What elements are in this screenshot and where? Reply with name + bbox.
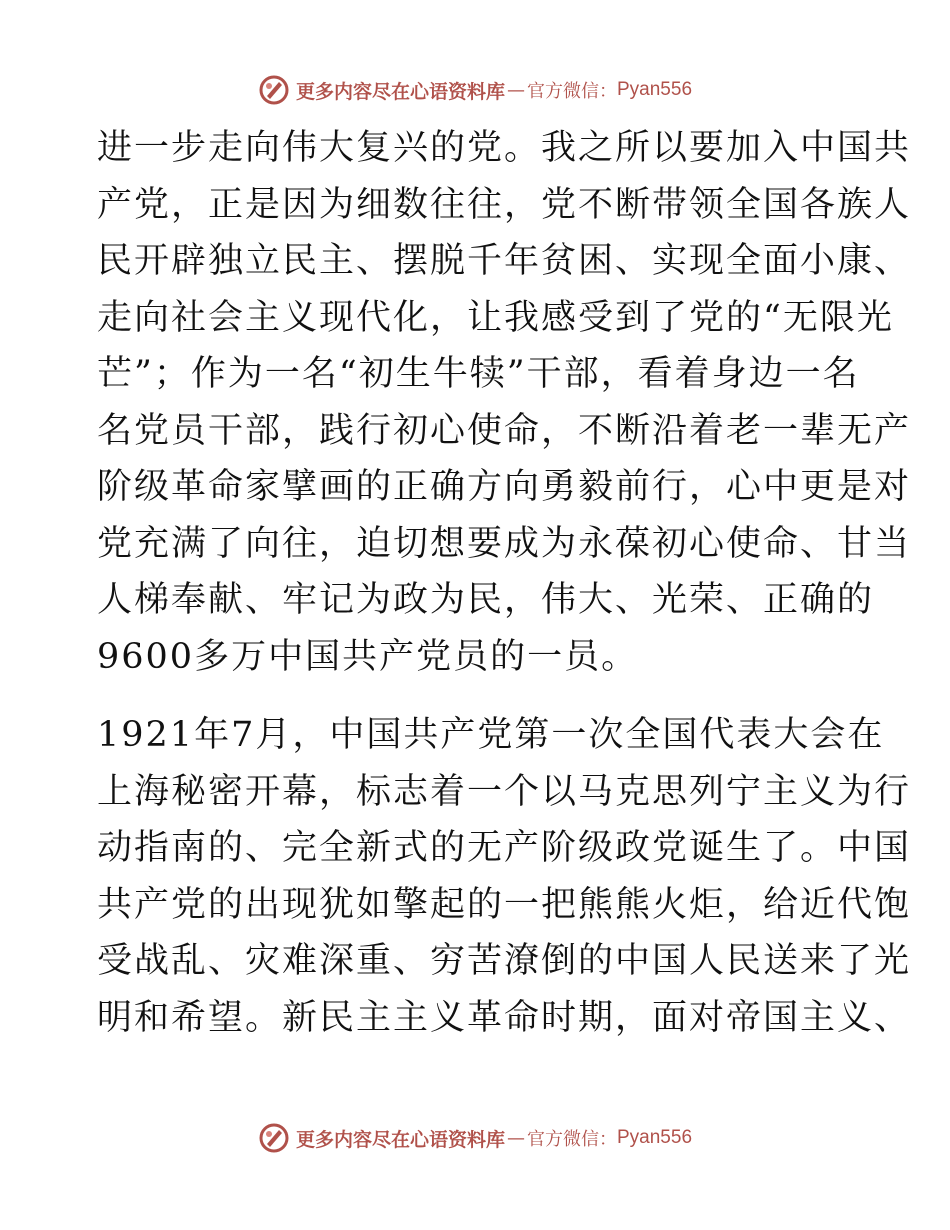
text-line: 芒”；作为一名“初生牛犊”干部，看着身边一名 — [97, 354, 860, 394]
text-line: 进一步走向伟大复兴的党。我之所以要加入中国共 — [97, 128, 912, 168]
text-line: 动指南的、完全新式的无产阶级政党诞生了。中国 — [97, 828, 912, 868]
text-line: 走向社会主义现代化，让我感受到了党的“无限光 — [97, 297, 894, 338]
text-line: 共产党的出现犹如擎起的一把熊熊火炬，给近代饱 — [97, 884, 912, 925]
brand-logo-icon — [258, 1122, 290, 1154]
text-line: 9600多万中国共产党员的一员。 — [97, 636, 639, 677]
paragraph-spacer — [97, 685, 857, 707]
text-line: 1921年7月，中国共产党第一次全国代表大会在 — [97, 715, 885, 755]
text-line: 阶级革命家擘画的正确方向勇毅前行，心中更是对 — [97, 467, 912, 507]
header-banner-wechat-label: 官方微信： — [527, 81, 617, 102]
text-line: 上海秘密开幕，标志着一个以马克思列宁主义为行 — [97, 771, 912, 812]
header-banner-separator: — — [507, 79, 525, 101]
text-line: 明和希望。新民主主义革命时期，面对帝国主义、 — [97, 997, 912, 1038]
footer-banner — [0, 1116, 950, 1160]
header-banner-wechat-id: Pyan556 — [617, 79, 693, 100]
footer-banner-separator: — — [507, 1127, 525, 1149]
text-line: 受战乱、灾难深重、穷苦潦倒的中国人民送来了光 — [97, 941, 912, 981]
document-body — [97, 120, 912, 1046]
footer-banner-wechat-id: Pyan556 — [617, 1127, 693, 1148]
footer-banner-wechat-label: 官方微信： — [527, 1129, 617, 1150]
paragraph-1 — [97, 120, 912, 685]
text-line: 名党员干部，践行初心使命，不断沿着老一辈无产 — [97, 410, 912, 451]
text-line: 党充满了向往，迫切想要成为永葆初心使命、甘当 — [97, 523, 912, 564]
paragraph-2 — [97, 707, 912, 1046]
footer-banner-title: 更多内容尽在心语资料库 — [295, 1128, 505, 1151]
header-banner — [0, 68, 950, 112]
text-line: 产党，正是因为细数往往，党不断带领全国各族人 — [97, 184, 912, 225]
text-line: 人梯奉献、牢记为政为民，伟大、光荣、正确的 — [97, 580, 875, 620]
brand-logo-icon — [258, 74, 290, 106]
header-banner-title: 更多内容尽在心语资料库 — [295, 80, 505, 103]
text-line: 民开辟独立民主、摆脱千年贫困、实现全面小康、 — [97, 241, 912, 281]
